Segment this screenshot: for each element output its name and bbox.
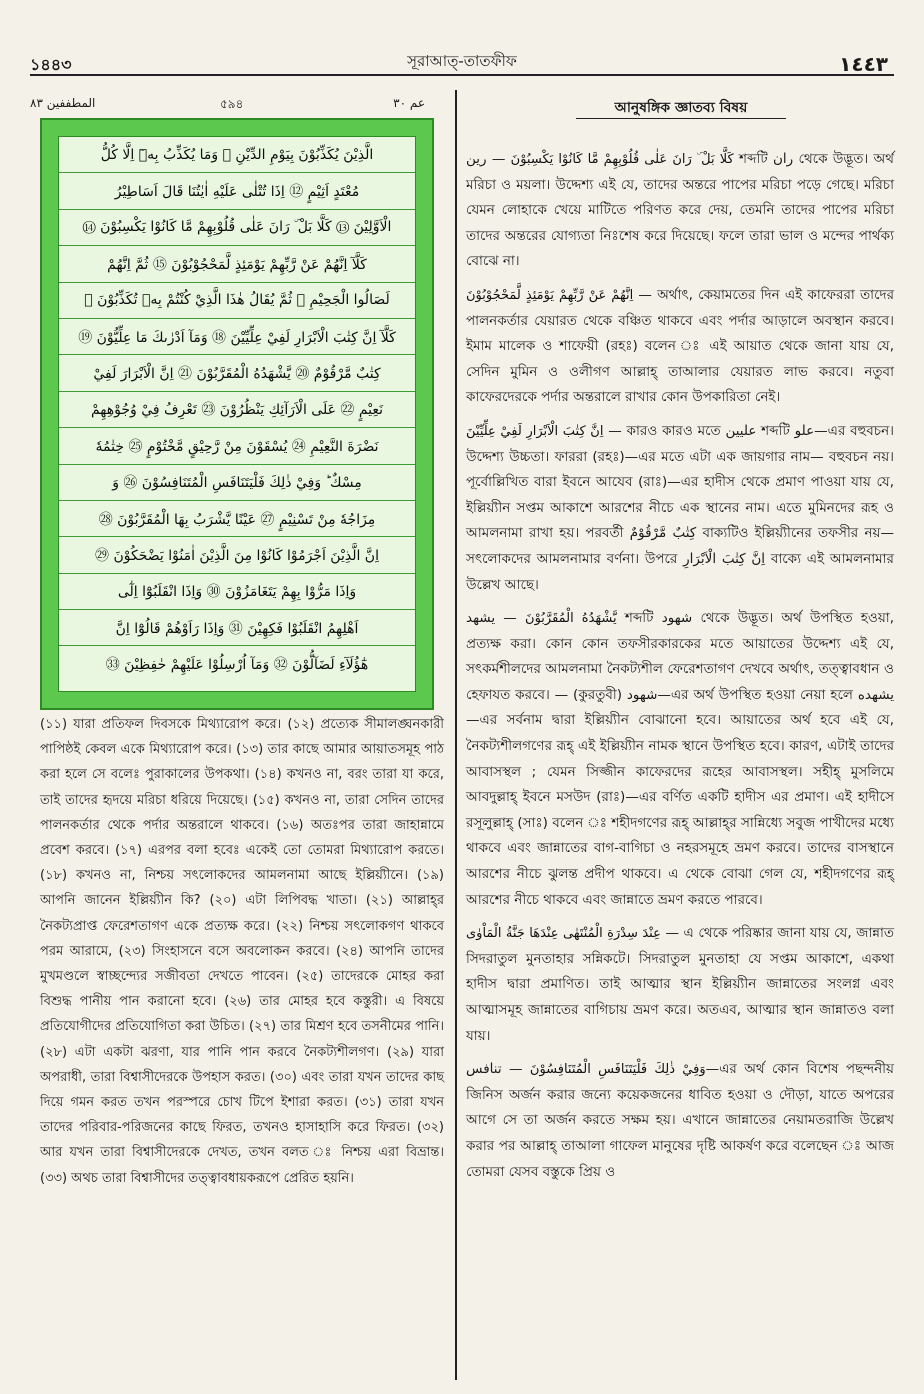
- quran-line: هٰٓؤُلَآءِ لَضَآلُّوْنَ ㉜ وَمَآ اُرْسِلُوْا عَلَيْهِمْ حٰفِظِيْنَ ㉝: [105, 657, 369, 674]
- bengali-translation: (১১) যারা প্রতিফল দিবসকে মিথ্যারোপ করে। (১২) প্রত্যেক সীমালঙ্ঘনকারী পাপিষ্ঠই কেবল একে মিথ্যারোপ করে। (১৩) তার কাছে আমার আয়াতসমূহ পাঠ করা হলে সে বলেঃ পুরাকালের উপকথা। (১৪) কখনও না, বরং তারা যা করে, তাই তাদের হৃদয়ে মরিচা ধরিয়ে দিয়েছে। (১৫) কখনও না, তারা সেদিন তাদের পালনকর্তার থেকে পর্দার অন্তরালে থাকবে। (১৬) অতঃপর তারা জাহান্নামে প্রবেশ করবে। (১৭) এরপর বলা হবেঃ একেই তো তোমরা মিথ্যারোপ করতে। (১৮) কখনও না, নিশ্চয় সৎলোকদের আমলনামা আছে ইল্লিয়্যীনে। (১৯) আপনি জানেন ইল্লিয়্যীন কি? (২০) এটা লিপিবদ্ধ খাতা। (২১) আল্লাহ্‌র নৈকট্যপ্রাপ্ত ফেরেশতাগণ একে প্রত্যক্ষ করে। (২২) নিশ্চয় সৎলোকগণ থাকবে পরম আরামে, (২৩) সিংহাসনে বসে অবলোকন করবে। (২৪) আপনি তাদের মুখমণ্ডলে স্বাচ্ছন্দ্যের সজীবতা দেখতে পাবেন। (২৫) তাদেরকে মোহর করা বিশুদ্ধ পানীয় পান করানো হবে। (২৬) তার মোহর হবে কস্তুরী। এ বিষয়ে প্রতিযোগীদের প্রতিযোগিতা করা উচিত। (২৭) তার মিশ্রণ হবে তসনীমের পানি। (২৮) এটা একটা ঝরণা, যার পানি পান করবে নৈকট্যশীলগণ। (২৯) যারা অপরাধী, তারা বিশ্বাসীদেরকে উপহাস করত। (৩০) এবং তারা যখন তাদের কাছ দিয়ে গমন করত তখন পরস্পরে চোখ টিপে ইশারা করত। (৩১) তারা যখন তাদের পরিবার-পরিজনের কাছে ফিরত, তখনও হাসাহাসি করে ফিরত। (৩২) আর যখন তারা বিশ্বাসীদেরকে দেখত, তখন বলত ঃ নিশ্চয় এরা বিভ্রান্ত। (৩৩) অথচ তারা বিশ্বাসীদের তত্ত্বাবধায়করূপে প্রেরিত হয়নি।: [40, 717, 444, 1186]
- ruku-label: عم ٣٠: [393, 96, 425, 110]
- quran-line: الَّذِيْنَ يُكَذِّبُوْنَ بِيَوْمِ الدِّيْنِ ⑪ وَمَا يُكَذِّبُ بِهٖٓ اِلَّا كُلُّ: [59, 137, 415, 173]
- arabic-quote: كَلَّا بَلْ ۜ رَانَ عَلٰى قُلُوْبِهِمْ مَّا كَانُوْا يَكْسِبُوْنَ: [510, 152, 734, 167]
- commentary-title: আনুষঙ্গিক জ্ঞাতব্য বিষয়: [576, 96, 786, 119]
- commentary-text: — رين শব্দটি ران থেকে উদ্ভূত। অর্থ মরিচা ও ময়লা। উদ্দেশ্য এই যে, তাদের অন্তরে পাপের মরিচা পড়ে গেছে। মরিচা যেমন লোহাকে খেয়ে মাটিতে পরিণত করে দেয়, তেমনি তাদের পাপের মরিচা তাদের অন্তরের যোগ্যতা নিঃশেষ করে দিয়েছে। ফলে তারা ভাল ও মন্দের পার্থক্য বোঝে না।: [466, 151, 894, 270]
- quran-line: الْاَوَّلِيْنَ ⑬ كَلَّا بَلْ ۜ رَانَ عَلٰى قُلُوْبِهِمْ مَّا كَانُوْا يَكْسِبُوْنَ ⑭: [59, 210, 415, 246]
- quran-line: اَهْلِهِمُ انْقَلَبُوْا فَكِهِيْنَ ㉛ وَاِذَا رَاَوْهُمْ قَالُوْٓا اِنَّ: [59, 610, 415, 646]
- quran-line: كَلَّآ اِنَّهُمْ عَنْ رَّبِّهِمْ يَوْمَئِذٍ لَّمَحْجُوْبُوْنَ ⑮ ثُمَّ اِنَّهُمْ: [59, 246, 415, 282]
- page-number-bengali: ১৪৪৩: [30, 55, 72, 74]
- quran-line: كِتٰبٌ مَّرْقُوْمٌ ⑳ يَّشْهَدُهُ الْمُقَرَّبُوْنَ ㉑ اِنَّ الْاَبْرَارَ لَفِيْ: [59, 355, 415, 391]
- arabic-quote: يَّشْهَدُهُ الْمُقَرَّبُوْنَ: [525, 611, 617, 627]
- header-rule: [30, 74, 894, 76]
- quran-line: مِزَاجُهٗ مِنْ تَسْنِيْمٍ ㉗ عَيْنًا يَّشْرَبُ بِهَا الْمُقَرَّبُوْنَ ㉘: [59, 501, 415, 537]
- commentary-paragraph: [466, 147, 894, 275]
- commentary-paragraph: [466, 921, 894, 1049]
- commentary-text: — কারও কারও মতে عليين শব্দটি علو—এর বহুবচন। উদ্দেশ্য উচ্চতা। ফাররা (রহঃ)—এর মতে এটা এক জায়গার নাম— বহুবচন নয়। পূর্বোল্লিখিত বারা ইবনে আযেব (রাঃ)—এর হাদীস থেকে প্রমাণ পাওয়া যায় যে, ইল্লিয়্যীন সপ্তম আকাশে আরশের নীচে এক স্থানের নাম। এতে মুমিনদের রূহ ও আমলনামা রাখা হয়। পরবর্তী كِتٰبٌ مَّرْقُوْمٌ বাক্যটিও ইল্লিয়্যীনের তফসীর নয়— সৎলোকদের আমলনামার বর্ণনা। উপরে اِنَّ كِتٰبَ الْاَبْرَارِ বাক্যে এই আমলনামার উল্লেখ আছে।: [466, 422, 894, 593]
- quran-line: نَضْرَةَ النَّعِيْمِ ㉔ يُسْقَوْنَ مِنْ رَّحِيْقٍ مَّخْتُوْمٍ ㉕ خِتٰمُهٗ: [59, 428, 415, 464]
- arabic-quote: اِنَّهُمْ عَنْ رَّبِّهِمْ يَوْمَئِذٍ لَّمَحْجُوْبُوْنَ: [466, 287, 634, 303]
- quran-line: مُعْتَدٍ اَثِيْمٍ ⑫ اِذَا تُتْلٰى عَلَيْهِ اٰيٰتُنَا قَالَ اَسَاطِيْرُ: [59, 173, 415, 209]
- commentary-paragraph: [466, 419, 894, 598]
- quran-line: مِسْكٌ ؕ وَفِيْ ذٰلِكَ فَلْيَتَنَافَسِ الْمُتَنَافِسُوْنَ ㉖ وَ: [59, 465, 415, 501]
- commentary-paragraph: [466, 283, 894, 411]
- page-title: সূরাআত্‌-তাতফীফ: [407, 52, 517, 70]
- page-header: [0, 0, 924, 90]
- quran-line: اِنَّ الَّذِيْنَ اَجْرَمُوْا كَانُوْا مِنَ الَّذِيْنَ اٰمَنُوْا يَضْحَكُوْنَ ㉙: [59, 537, 415, 573]
- commentary-text: — অর্থাৎ, কেয়ামতের দিন এই কাফেররা তাদের পালনকর্তার যেয়ারত থেকে বঞ্চিত থাকবে এবং পর্দার আড়ালে অবস্থান করবে। ইমাম মালেক ও শাফেয়ী (রহঃ) বলেন ঃ এই আয়াত থেকে জানা যায় যে, সেদিন মুমিন ও ওলীগণ আল্লাহ্‌ তাআলার যেয়ারত লাভ করবে। নতুবা কাফেরদেরকে পর্দার অন্তরালে রাখার কোন উপকারিতা নেই।: [466, 286, 895, 406]
- commentary-column: [466, 96, 894, 1185]
- commentary-paragraph: [466, 1057, 894, 1185]
- surah-label: المطففين ٨٣: [30, 96, 96, 110]
- commentary-paragraph: [466, 606, 894, 913]
- arabic-quote: اِنَّ كِتٰبَ الْاَبْرَارِ لَفِيْ عِلِّيِّيْنَ: [466, 423, 604, 439]
- quran-line: نَعِيْمٍ ㉒ عَلَى الْاَرَآئِكِ يَنْظُرُوْنَ ㉓ تَعْرِفُ فِيْ وُجُوْهِهِمْ: [59, 392, 415, 428]
- quran-page-number: ৫৯৪: [220, 97, 244, 111]
- quran-text-frame: [40, 118, 434, 710]
- quran-text-panel: [58, 136, 416, 692]
- commentary-text: — এ থেকে পরিষ্কার জানা যায় যে, জান্নাত সিদরাতুল মুনতাহার সন্নিকটে। সিদরাতুল মুনতাহা যে সপ্তম আকাশে, একথা হাদীস দ্বারা প্রমাণিত। তাই আত্মার স্থান ইল্লিয়্যীন জান্নাতের সংলগ্ন এবং আত্মাসমূহ জান্নাতের বাগিচায় ভ্রমণ করে। অতএব, আত্মার স্থান জান্নাতও বলা যায়।: [466, 925, 895, 1044]
- quran-line: كَلَّآ اِنَّ كِتٰبَ الْاَبْرَارِ لَفِيْ عِلِّيِّيْنَ ⑱ وَمَآ اَدْرٰىكَ مَا عِلِّيُّوْنَ ⑲: [59, 319, 415, 355]
- quran-subheader: [30, 96, 445, 116]
- quran-line: لَصَالُوا الْجَحِيْمِ ⑯ ثُمَّ يُقَالُ هٰذَا الَّذِيْ كُنْتُمْ بِهٖ تُكَذِّبُوْنَ ⑰: [59, 283, 415, 319]
- commentary-text: — تنافس—এর অর্থ কোন বিশেষ পছন্দনীয় জিনিস অর্জন করার জন্যে কয়েকজনের ধাবিত হওয়া ও দৌড়া, যাতে অপরের আগে সে তা অর্জন করতে সক্ষম হয়। এখানে জান্নাতের নেয়ামতরাজি উল্লেখ করার পর আল্লাহ্‌ তাআলা গাফেল মানুষের দৃষ্টি আকর্ষণ করে বলেছেন ঃ আজ তোমরা যেসব বস্তুকে প্রিয় ও: [466, 1061, 894, 1180]
- arabic-quote: وَفِيْ ذٰلِكَ فَلْيَتَنَافَسِ الْمُتَنَافِسُوْنَ: [529, 1062, 706, 1078]
- quran-line: وَاِذَا مَرُّوْا بِهِمْ يَتَغَامَزُوْنَ ㉚ وَاِذَا انْقَلَبُوْٓا اِلٰٓى: [59, 574, 415, 610]
- column-divider: [455, 90, 457, 1380]
- page-number-arabic: ١٤٤٣: [839, 52, 888, 76]
- arabic-quote: عِنْدَ سِدْرَةِ الْمُنْتَهٰى عِنْدَهَا جَنَّةُ الْمَاْوٰى: [466, 926, 661, 942]
- commentary-text: — يشهد শব্দটি شهود থেকে উদ্ভূত। অর্থ উপস্থিত হওয়া, প্রত্যক্ষ করা। কোন কোন তফসীরকারকের মতে আয়াতের উদ্দেশ্য এই যে, সৎকর্মশীলদের আমলনামা নৈকট্যশীল ফেরেশতাগণ দেখবে অর্থাৎ, তত্ত্বাবধান ও হেফাযত করবে। — (কুরতুবী) شهود—এর অর্থ উপস্থিত হওয়া নেয়া হলে يشهده—এর সর্বনাম দ্বারা ইল্লিয়্যীন বোঝানো হবে। আয়াতের অর্থ হবে এই যে, নৈকট্যশীলগণের রূহ্‌ এই ইল্লিয়্যীন নামক স্থানে উপস্থিত হবে। কারণ, এটাই তাদের আবাসস্থল ; যেমন সিজ্জীন কাফেরদের রূহের আবাসস্থল। সহীহ্‌ মুসলিমে আবদুল্লাহ্‌ ইবনে মসউদ (রাঃ)—এর বর্ণিত একটি হাদীস এর প্রমাণ। এই হাদীসে রসূলুল্লাহ্‌ (সাঃ) বলেন ঃ শহীদগণের রূহ্‌ আল্লাহ্‌র সান্নিধ্যে সবুজ পাখীদের মধ্যে থাকবে এবং জান্নাতের বাগ-বাগিচা ও নহরসমূহে ভ্রমণ করবে। তাদের বাসস্থানে আরশের নীচে ঝুলন্ত প্রদীপ থাকবে। এ থেকে বোঝা গেল যে, শহীদগণের রূহ্‌ আরশের নীচে থাকবে এবং জান্নাতে ভ্রমণ করতে পারবে।: [466, 610, 895, 908]
